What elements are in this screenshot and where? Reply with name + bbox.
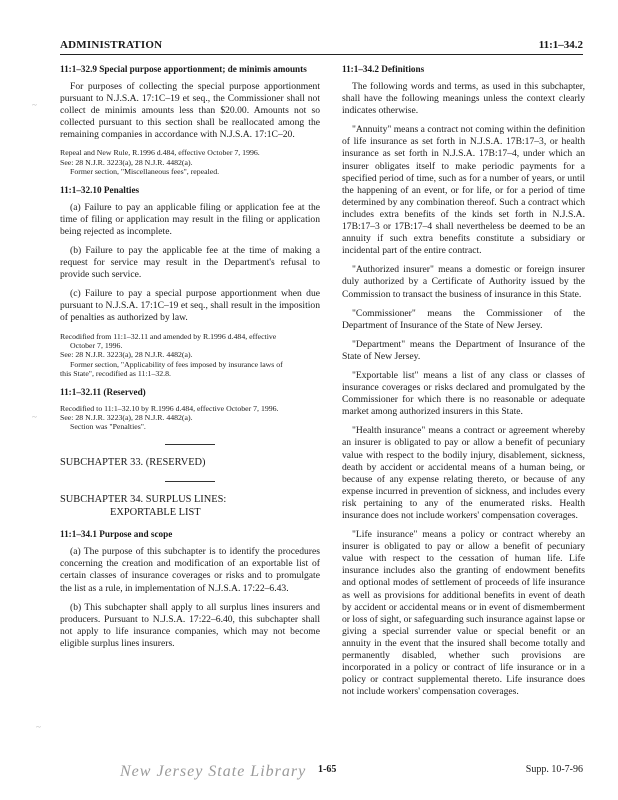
history-note bbox=[60, 332, 320, 379]
note-line: See: 28 N.J.R. 3223(a), 28 N.J.R. 4482(a). bbox=[60, 157, 193, 167]
library-stamp: New Jersey State Library bbox=[120, 763, 307, 780]
section-heading: 11:1–32.11 (Reserved) bbox=[60, 386, 146, 397]
header-section-range: 11:1–34.2 bbox=[538, 39, 583, 51]
supplement-date: Supp. 10-7-96 bbox=[525, 764, 583, 775]
definition-life-insurance: "Life insurance" means a policy or contract whereby an insurer is obligated to pay or allow a benefit of pecuniary value with respect to the cessation of human life. Life insurance includes also the granting of endowment benefits and optional modes of settlement of proceeds of life insurance as well as provisions for additional benefits in event of death by accident or accidental means or in event of dismemberment or loss of sight, or safeguarding such insurance against lapse or giving a special surrender value or special benefit or an annuity in the event that the insured shall become totally and permanently disabled, whether such provisions are incorporated in a policy or contract of life insurance or in a policy or contract supplemental thereto. Life insurance does not include workers' compensation coverages. bbox=[342, 529, 585, 698]
body-paragraph: (a) Failure to pay an applicable filing or application fee at the time of filing or application may result in the filing or application being rejected as incomplete. bbox=[60, 201, 320, 237]
right-column bbox=[342, 64, 585, 705]
running-header bbox=[60, 38, 583, 55]
subchapter-heading: SUBCHAPTER 33. (RESERVED) bbox=[60, 456, 206, 468]
note-line: October 7, 1996. bbox=[70, 340, 123, 350]
history-note bbox=[60, 148, 320, 176]
note-line: Repeal and New Rule, R.1996 d.484, effective October 7, 1996. bbox=[60, 148, 260, 158]
body-paragraph: (b) Failure to pay the applicable fee at the time of making a request for service may result in the Department's refusal to provide such service. bbox=[60, 244, 320, 281]
section-heading: 11:1–32.10 Penalties bbox=[60, 184, 140, 195]
body-paragraph: For purposes of collecting the special purpose apportionment pursuant to N.J.S.A. 17:1C–19 et seq., the Commissioner shall not collect de minimis amounts less than $20.00. Amounts not so collected pursuant to this section shall be reallocated among the remaining companies in accordance with N.J.S.A. 17:1C–20. bbox=[60, 81, 320, 141]
definition-health-insurance: "Health insurance" means a contract or agreement whereby an insurer is obligated to pay or allow a benefit of pecuniary value with respect to the bodily injury, disablement, sickness, death by accident or accidental means of a human being, or because of any expense relating thereto, or because of any expense incurred in prevention of sickness, and includes every risk pertaining to any of the enumerated risks. Health insurance does not include workers' compensation coverages. bbox=[342, 425, 585, 521]
body-paragraph: (a) The purpose of this subchapter is to identify the procedures concerning the creation and modification of an exportable list of certain classes of insurance coverages or risks and to promulgate the list as a rule, in implementation of N.J.S.A. 17:22–6.43. bbox=[60, 546, 320, 594]
margin-mark: ~ bbox=[36, 722, 41, 732]
header-title: ADMINISTRATION bbox=[60, 39, 163, 51]
definition-exportable-list: "Exportable list" means a list of any class or classes of insurance coverages or risks declared and promulgated by the Commissioner for which there is no reasonable or adequate market among authorized insurers in this State. bbox=[342, 369, 585, 418]
definition-department: "Department" means the Department of Insurance of the State of New Jersey. bbox=[342, 338, 585, 362]
left-column bbox=[60, 64, 320, 657]
history-note bbox=[60, 404, 320, 432]
margin-mark: ~ bbox=[32, 100, 37, 110]
definition-annuity: "Annuity" means a contract not coming within the definition of life insurance as set forth in N.J.S.A. 17B:17–3, or health insurance as set forth in N.J.S.A. 17B:17–4, under which an insurer obligates itself to make periodic payments for a specified period of time, such as for a number of years, or until the happening of an event, or for life, or for a period of time determined by any combination thereof. Such a contract which includes extra benefits of the kinds set forth in N.J.S.A. 17B:17–3 or 17B:17–4 shall nevertheless be deemed to be an annuity if such extra benefits constitute a subsidiary or incidental part of the entire contract. bbox=[342, 124, 585, 257]
definition-commissioner: "Commissioner" means the Commissioner of the Department of Insurance of the State of New Jersey. bbox=[342, 307, 585, 331]
body-paragraph: (c) Failure to pay a special purpose apportionment when due pursuant to N.J.S.A. 17:1C–19 et seq., shall result in the imposition of penalties as authorized by law. bbox=[60, 288, 320, 324]
note-line: this State", recodified as 11:1–32.8. bbox=[60, 369, 171, 379]
section-heading: 11:1–34.2 Definitions bbox=[342, 64, 425, 74]
divider bbox=[165, 481, 215, 482]
subchapter-heading-line: EXPORTABLE LIST bbox=[110, 506, 201, 518]
note-line: Former section, "Miscellaneous fees", repealed. bbox=[70, 167, 220, 177]
page-number: 1-65 bbox=[318, 764, 337, 775]
section-heading: 11:1–34.1 Purpose and scope bbox=[60, 529, 173, 540]
section-heading: 11:1–32.9 Special purpose apportionment; de minimis amounts bbox=[60, 64, 307, 74]
subchapter-heading bbox=[60, 494, 320, 519]
note-line: See: 28 N.J.R. 3223(a), 28 N.J.R. 4482(a). bbox=[60, 412, 193, 422]
margin-mark: ~ bbox=[32, 412, 37, 422]
body-paragraph: (b) This subchapter shall apply to all surplus lines insurers and producers. Pursuant to N.J.S.A. 17:22–6.40, this subchapter shall not apply to life insurance companies, which may not become eligible surplus lines insurers. bbox=[60, 601, 320, 649]
note-line: Recodified from 11:1–32.11 and amended by R.1996 d.484, effective bbox=[60, 331, 277, 341]
note-line: See: 28 N.J.R. 3223(a), 28 N.J.R. 4482(a). bbox=[60, 350, 193, 360]
note-line: Former section, "Applicability of fees imposed by insurance laws of bbox=[70, 359, 283, 369]
definition-authorized-insurer: "Authorized insurer" means a domestic or foreign insurer duly authorized by a Certificate of Authority issued by the Commission to transact the business of insurance in this State. bbox=[342, 264, 585, 300]
divider bbox=[165, 444, 215, 445]
body-paragraph: The following words and terms, as used in this subchapter, shall have the following meanings unless the context clearly indicates otherwise. bbox=[342, 81, 585, 117]
note-line: Recodified to 11:1–32.10 by R.1996 d.484, effective October 7, 1996. bbox=[60, 403, 279, 413]
subchapter-heading-line: SUBCHAPTER 34. SURPLUS LINES: bbox=[60, 494, 227, 506]
note-line: Section was "Penalties". bbox=[70, 422, 146, 432]
